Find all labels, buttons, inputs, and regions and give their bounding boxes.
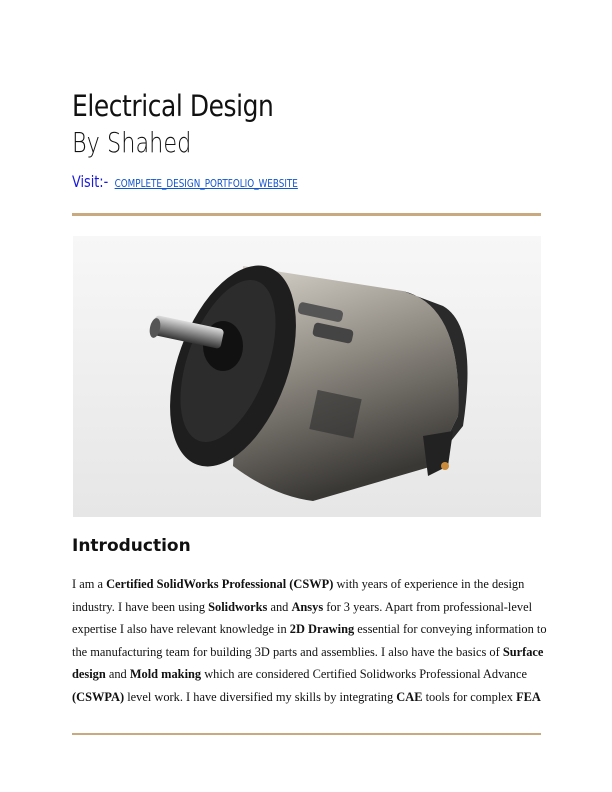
text: I am a [72, 577, 107, 591]
divider-top [72, 213, 541, 216]
bold-text: Surface [502, 644, 544, 659]
text: tools for complex [422, 689, 517, 704]
bold-text: Solidworks [208, 599, 268, 614]
paragraph-line [72, 663, 542, 686]
paragraph-line [72, 573, 542, 596]
paragraph-line [72, 596, 542, 619]
visit-label: Visit:- [72, 172, 109, 191]
paragraph-line [72, 618, 547, 641]
text: essential for conveying information to [354, 622, 547, 636]
bold-text: CAE [396, 689, 423, 704]
page-title: Electrical Design [72, 89, 274, 123]
bold-text: 2D Drawing [289, 622, 355, 636]
section-heading: Introduction [72, 536, 191, 556]
text: and [105, 667, 130, 681]
text: level work. I have diversified my skills by integrating [124, 689, 397, 704]
text: industry. I have been using [72, 599, 209, 614]
text: for 3 years. Apart from professional-level [323, 599, 533, 614]
bold-text: design [72, 667, 106, 681]
bold-text: Certified SolidWorks Professional (CSWP) [106, 577, 334, 591]
visit-line [72, 172, 298, 191]
paragraph-line [72, 641, 542, 664]
bold-text: Mold making [129, 667, 202, 681]
motor-render-image [73, 236, 541, 517]
paragraph-line [72, 686, 542, 709]
bold-text: FEA [516, 689, 541, 704]
text: expertise I also have relevant knowledge in [72, 622, 290, 636]
divider-bottom [72, 733, 541, 735]
bold-text: Ansys [291, 599, 324, 614]
bold-text: (CSWPA) [72, 689, 125, 704]
page-subtitle: By Shahed [72, 126, 192, 159]
text: with years of experience in the design [333, 577, 525, 591]
text: and [267, 599, 292, 614]
text: which are considered Certified Solidworks Professional Advance [201, 667, 527, 681]
intro-paragraph [72, 573, 547, 708]
portfolio-link[interactable]: COMPLETE_DESIGN_PORTFOLIO_WEBSITE [114, 177, 298, 190]
text: the manufacturing team for building 3D parts and assemblies. I also have the basics of [72, 644, 503, 659]
